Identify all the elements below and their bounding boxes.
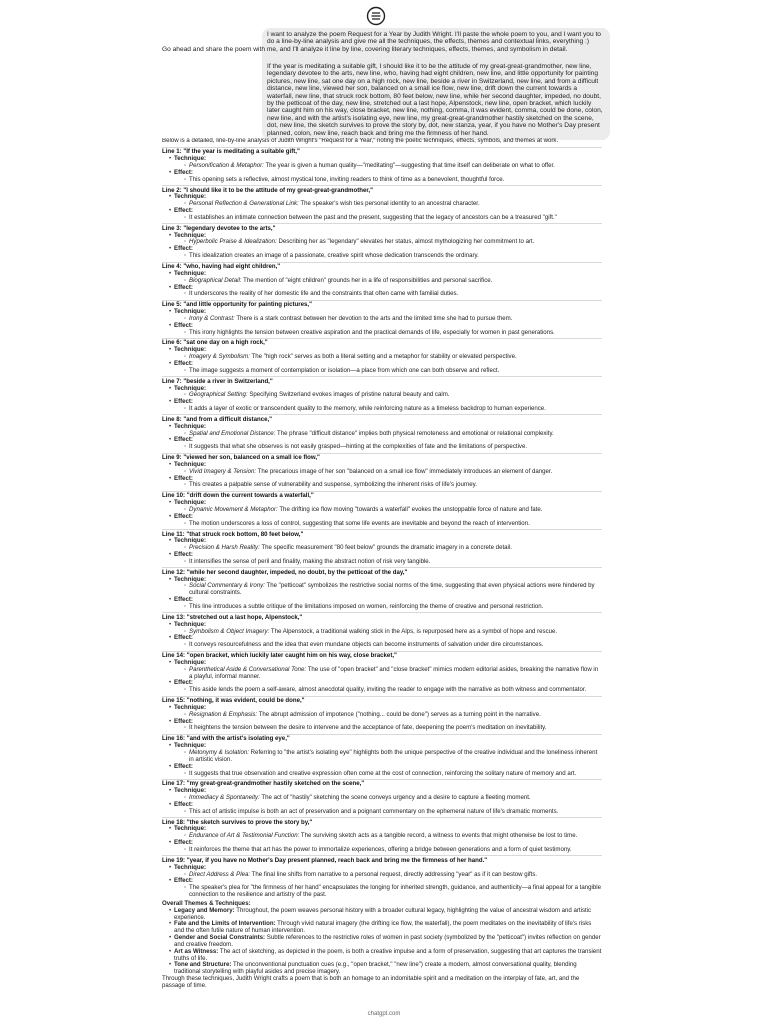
- technique-label: Technique:: [174, 384, 207, 392]
- technique-label: Technique:: [174, 269, 207, 277]
- technique-text: The "petticoat" symbolizes the restrictive social norms of the time, suggesting that even physical actions were hindered by cultural constraints.: [189, 582, 595, 597]
- line-details: [162, 660, 602, 694]
- line-analysis-item: [162, 779, 602, 816]
- effect-label: Effect:: [174, 474, 193, 482]
- effect-item: [169, 597, 602, 611]
- effect-text: This irony highlights the tension between creative aspiration and the practical demands of life, especially for women in past generations.: [189, 328, 555, 336]
- effect-item: [169, 208, 602, 222]
- themes-heading: Overall Themes & Techniques:: [162, 899, 251, 907]
- line-details: [162, 705, 602, 732]
- effect-item: [169, 170, 602, 184]
- line-details: [162, 538, 602, 565]
- effect-detail: [184, 253, 602, 260]
- technique-text: Specifying Switzerland evokes images of pristine natural beauty and calm.: [249, 391, 450, 399]
- effect-detail: [184, 330, 602, 337]
- theme-text: Subtle references to the restrictive roles of women in past society (symbolized by the "petticoat") invites reflection on gender and creative freedom.: [174, 934, 601, 948]
- technique-name: Symbolism & Object Imagery:: [189, 627, 270, 635]
- technique-label: Technique:: [174, 703, 207, 711]
- line-analysis-item: [162, 529, 602, 566]
- technique-label: Technique:: [174, 193, 207, 201]
- technique-name: Irony & Contrast:: [189, 314, 235, 322]
- line-details: [162, 865, 602, 899]
- technique-text: The use of "open bracket" and "close bracket" mimics modern editorial asides, breaking the narrative flow in a playful, informal manner.: [189, 665, 599, 680]
- effect-item: [169, 840, 602, 854]
- effect-detail: [184, 482, 602, 489]
- line-heading: Line 18: "the sketch survives to prove the story by,": [162, 818, 313, 826]
- technique-name: Dynamic Movement & Metaphor:: [189, 506, 278, 513]
- line-analysis-item: [162, 376, 602, 413]
- effect-text: It underscores the reality of her domestic life and the constraints that often came with familial duties.: [189, 290, 459, 298]
- effect-item: [169, 635, 602, 649]
- technique-item: [169, 347, 602, 361]
- technique-name: Parenthetical Aside & Conversational Tone:: [189, 665, 307, 673]
- technique-detail: [184, 545, 602, 552]
- effect-item: [169, 246, 602, 260]
- technique-label: Technique:: [174, 460, 207, 468]
- effect-label: Effect:: [174, 207, 193, 215]
- technique-detail: [184, 163, 602, 170]
- effect-detail: [184, 444, 602, 451]
- technique-name: Biographical Detail:: [189, 276, 242, 284]
- effect-text: This act of artistic impulse is both an act of preservation and a poignant commentary on the ephemeral nature of life's dramatic moments.: [189, 807, 559, 815]
- technique-text: Describing her as "legendary" elevates her status, almost mythologizing her commitment to art.: [278, 238, 535, 246]
- technique-item: [169, 424, 602, 438]
- technique-item: [169, 538, 602, 552]
- effect-detail: [184, 847, 602, 854]
- effect-text: The image suggests a moment of contemplation or isolation—a place from which one can both observe and reflect.: [189, 366, 500, 374]
- technique-detail: [184, 431, 602, 438]
- technique-name: Spatial and Emotional Distance:: [189, 429, 276, 437]
- effect-item: [169, 514, 602, 528]
- technique-label: Technique:: [174, 231, 207, 239]
- effect-item: [169, 399, 602, 413]
- effect-label: Effect:: [174, 283, 193, 291]
- effect-label: Effect:: [174, 321, 193, 329]
- effect-label: Effect:: [174, 800, 193, 808]
- technique-detail: [184, 354, 602, 361]
- theme-text: The act of sketching, as depicted in the poem, is both a creative impulse and a form of preservation, suggesting that art captures the transient truths of life.: [174, 947, 602, 962]
- line-details: [162, 788, 602, 815]
- technique-name: Personal Reflection & Generational Link:: [189, 200, 299, 208]
- effect-label: Effect:: [174, 512, 193, 520]
- technique-item: [169, 194, 602, 208]
- technique-detail: [184, 469, 602, 476]
- effect-item: [169, 802, 602, 816]
- line-details: [162, 156, 602, 183]
- technique-text: The precarious image of her son "balanced on a small ice flow" immediately introduces an element of danger.: [257, 467, 553, 475]
- technique-detail: [184, 392, 602, 399]
- effect-text: It conveys resourcefulness and the idea that even mundane objects can become instruments of salvation under dire circumstances.: [189, 641, 544, 649]
- technique-detail: [184, 795, 602, 802]
- technique-detail: [184, 750, 602, 764]
- effect-text: It reinforces the theme that art has the power to immortalize experiences, offering a bridge between generations and a form of quiet testimony.: [189, 845, 572, 853]
- technique-detail: [184, 833, 602, 840]
- line-details: [162, 347, 602, 374]
- line-heading: Line 19: "year, if you have no Mother's Day present planned, reach back and bring me the firmness of her hand.": [162, 856, 488, 864]
- technique-item: [169, 156, 602, 170]
- line-heading: Line 7: "beside a river in Switzerland,": [162, 377, 273, 385]
- effect-item: [169, 680, 602, 694]
- technique-label: Technique:: [174, 537, 207, 545]
- effect-text: This line introduces a subtle critique of the limitations imposed on women, reinforcing the theme of creative and personal restriction.: [189, 602, 544, 610]
- line-analysis-item: [162, 300, 602, 337]
- technique-label: Technique:: [174, 308, 207, 316]
- effect-label: Effect:: [174, 717, 193, 725]
- technique-detail: [184, 278, 602, 285]
- line-analysis-item: [162, 734, 602, 778]
- technique-text: The speaker's wish ties personal identity to an ancestral character.: [300, 200, 480, 208]
- effect-text: It suggests that true observation and creative expression often come at the cost of connection, reinforcing the solitary nature of memory and art.: [189, 769, 577, 777]
- theme-item: [169, 949, 602, 963]
- effect-label: Effect:: [174, 168, 193, 176]
- technique-item: [169, 577, 602, 598]
- effect-item: [169, 552, 602, 566]
- effect-text: The motion underscores a loss of control, suggesting that some life events are inevitable and beyond the reach of intervention.: [189, 519, 530, 527]
- line-analysis-item: [162, 491, 602, 528]
- effect-label: Effect:: [174, 634, 193, 642]
- effect-detail: [184, 215, 602, 222]
- effect-text: It establishes an intimate connection between the past and the present, suggesting that the legacy of ancestors can be a treasured "gift.": [189, 213, 557, 221]
- technique-name: Geographical Setting:: [189, 391, 248, 399]
- technique-label: Technique:: [174, 499, 207, 507]
- technique-detail: [184, 583, 602, 597]
- technique-name: Precision & Harsh Reality:: [189, 544, 260, 552]
- assistant-message-reply: Go ahead and share the poem with me, and I'll analyze it line by line, covering literary techniques, effects, themes, and symbolism in detail.: [162, 46, 568, 53]
- line-details: [162, 826, 602, 853]
- technique-item: [169, 271, 602, 285]
- line-analysis-item: [162, 147, 602, 184]
- line-heading: Line 1: "If the year is meditating a suitable gift,": [162, 148, 300, 156]
- line-analysis-item: [162, 223, 602, 260]
- line-analysis-item: [162, 567, 602, 611]
- line-analysis-item: [162, 262, 602, 299]
- technique-label: Technique:: [174, 787, 207, 795]
- effect-item: [169, 878, 602, 899]
- technique-text: The abrupt admission of impotence ("nothing... could be done") serves as a turning point in the narrative.: [258, 710, 541, 718]
- effect-label: Effect:: [174, 398, 193, 406]
- line-heading: Line 11: "that struck rock bottom, 80 feet below,": [162, 530, 304, 538]
- technique-text: The act of "hastily" sketching the scene conveys urgency and a desire to capture a fleeting moment.: [261, 794, 531, 802]
- line-heading: Line 6: "sat one day on a high rock,": [162, 339, 268, 347]
- technique-name: Endurance of Art & Testimonial Function:: [189, 832, 300, 840]
- line-analysis-list: [162, 147, 602, 899]
- technique-text: The phrase "difficult distance" implies both physical remoteness and emotional or relational complexity.: [276, 429, 554, 437]
- line-analysis-item: [162, 453, 602, 490]
- footer-domain: chatgpt.com: [367, 1011, 401, 1017]
- technique-item: [169, 705, 602, 719]
- theme-text: Throughout, the poem weaves personal history with a broader cultural legacy, highlighting the value of ancestral wisdom and artistic experience.: [174, 906, 592, 921]
- line-analysis-item: [162, 855, 602, 899]
- effect-item: [169, 476, 602, 490]
- technique-name: Imagery & Symbolism:: [189, 353, 250, 361]
- line-heading: Line 17: "my great-great-grandmother hastily sketched on the scene,": [162, 780, 365, 788]
- line-details: [162, 424, 602, 451]
- effect-item: [169, 437, 602, 451]
- technique-item: [169, 622, 602, 636]
- technique-label: Technique:: [174, 863, 207, 871]
- openai-logo-icon: [366, 6, 386, 26]
- analysis-intro: Below is a detailed, line-by-line analysis of Judith Wright's "Request for a Year," noting the poetic techniques, effects, symbols, and themes at work.: [162, 138, 559, 144]
- technique-name: Social Commentary & Irony:: [189, 582, 265, 590]
- line-heading: Line 13: "stretched out a last hope, Alpenstock,": [162, 613, 303, 621]
- theme-text: Through vivid natural imagery (the drifting ice flow, the waterfall), the poem meditates on the inevitability of life's risks and the often futile nature of human intervention.: [174, 920, 592, 935]
- effect-detail: [184, 406, 602, 413]
- line-details: [162, 462, 602, 489]
- effect-label: Effect:: [174, 551, 193, 559]
- technique-item: [169, 788, 602, 802]
- effect-label: Effect:: [174, 679, 193, 687]
- effect-label: Effect:: [174, 839, 193, 847]
- line-heading: Line 8: "and from a difficult distance,": [162, 415, 273, 423]
- technique-label: Technique:: [174, 620, 207, 628]
- effect-detail: [184, 687, 602, 694]
- technique-label: Technique:: [174, 155, 207, 163]
- effect-label: Effect:: [174, 359, 193, 367]
- technique-label: Technique:: [174, 575, 207, 583]
- line-heading: Line 3: "legendary devotee to the arts,": [162, 224, 276, 232]
- technique-item: [169, 462, 602, 476]
- technique-name: Resignation & Emphasis:: [189, 710, 258, 718]
- line-analysis-item: [162, 651, 602, 695]
- line-details: [162, 194, 602, 221]
- technique-detail: [184, 872, 602, 879]
- line-details: [162, 622, 602, 649]
- technique-detail: [184, 667, 602, 681]
- effect-text: It heightens the tension between the desire to intervene and the acceptance of fate, deepening the poem's meditation on inevitability.: [189, 724, 547, 732]
- line-details: [162, 500, 602, 527]
- effect-detail: [184, 885, 602, 899]
- theme-item: [169, 908, 602, 922]
- technique-item: [169, 865, 602, 879]
- theme-item: [169, 962, 602, 976]
- themes-list: [162, 908, 602, 976]
- line-details: [162, 233, 602, 260]
- technique-label: Technique:: [174, 658, 207, 666]
- effect-label: Effect:: [174, 436, 193, 444]
- line-analysis-item: [162, 817, 602, 854]
- theme-name: Tone and Structure:: [174, 961, 232, 969]
- technique-text: The Alpenstock, a traditional walking stick in the Alps, is repurposed here as a symbol of hope and rescue.: [270, 627, 558, 635]
- technique-detail: [184, 629, 602, 636]
- effect-item: [169, 323, 602, 337]
- technique-name: Vivid Imagery & Tension:: [189, 467, 257, 475]
- effect-item: [169, 719, 602, 733]
- effect-text: It intensifies the sense of peril and finality, making the abstract notion of risk very tangible.: [189, 557, 431, 565]
- line-analysis-item: [162, 338, 602, 375]
- technique-item: [169, 660, 602, 681]
- technique-label: Technique:: [174, 825, 207, 833]
- technique-item: [169, 826, 602, 840]
- technique-name: Metonymy & Isolation:: [189, 749, 249, 756]
- line-analysis-item: [162, 612, 602, 649]
- effect-detail: [184, 291, 602, 298]
- line-heading: Line 10: "drift down the current towards a waterfall,": [162, 492, 314, 500]
- line-heading: Line 12: "while her second daughter, impeded, no doubt, by the petticoat of the day,": [162, 568, 408, 576]
- technique-name: Hyperbolic Praise & Idealization:: [189, 238, 277, 246]
- line-details: [162, 309, 602, 336]
- line-heading: Line 5: "and little opportunity for painting pictures,": [162, 301, 312, 309]
- technique-text: The "high rock" serves as both a literal setting and a metaphor for stability or elevated perspective.: [251, 353, 517, 361]
- technique-detail: [184, 201, 602, 208]
- line-details: [162, 271, 602, 298]
- technique-text: The mention of "eight children" grounds her in a life of responsibilities and personal sacrifice.: [243, 276, 493, 284]
- theme-name: Legacy and Memory:: [174, 906, 235, 914]
- theme-item: [169, 921, 602, 935]
- technique-label: Technique:: [174, 346, 207, 354]
- effect-detail: [184, 368, 602, 375]
- effect-text: This idealization creates an image of a passionate, creative spirit whose dedication transcends the ordinary.: [189, 252, 479, 260]
- line-analysis-item: [162, 696, 602, 733]
- effect-label: Effect:: [174, 596, 193, 604]
- theme-item: [169, 935, 602, 949]
- effect-detail: [184, 177, 602, 184]
- technique-item: [169, 386, 602, 400]
- technique-name: Personification & Metaphor:: [189, 162, 264, 170]
- effect-label: Effect:: [174, 762, 193, 770]
- theme-name: Gender and Social Constraints:: [174, 934, 266, 942]
- technique-text: There is a stark contrast between her devotion to the arts and the limited time she had to pursue them.: [236, 314, 513, 322]
- technique-text: The drifting ice flow moving "towards a waterfall" evokes the unstoppable force of nature and fate.: [279, 506, 543, 513]
- theme-name: Fate and the Limits of Intervention:: [174, 920, 276, 928]
- line-details: [162, 743, 602, 777]
- assistant-analysis: [162, 138, 602, 996]
- effect-item: [169, 285, 602, 299]
- technique-detail: [184, 239, 602, 246]
- line-heading: Line 14: "open bracket, which luckily later caught him on his way, close bracket,": [162, 652, 397, 660]
- technique-label: Technique:: [174, 742, 207, 750]
- closing-paragraph: Through these techniques, Judith Wright crafts a poem that is both an homage to an indomitable spirit and a meditation on the interplay of fate, art, and the passage of time.: [162, 975, 580, 989]
- technique-detail: [184, 712, 602, 719]
- effect-item: [169, 764, 602, 778]
- effect-text: The speaker's plea for "the firmness of her hand" encapsulates the longing for inherited strength, guidance, and authenticity—a final appeal for a tangible connection to the resilience and artistry of the past.: [189, 884, 601, 899]
- technique-item: [169, 743, 602, 764]
- effect-label: Effect:: [174, 245, 193, 253]
- line-heading: Line 16: "and with the artist's isolating eye,": [162, 735, 290, 743]
- line-analysis-item: [162, 414, 602, 451]
- effect-text: This aside lends the poem a self-aware, almost anecdotal quality, inviting the reader to engage with the narrative as both witness and commentator.: [189, 686, 587, 694]
- technique-text: The final line shifts from narrative to a personal request, directly addressing "year" as if it can bestow gifts.: [251, 870, 538, 878]
- effect-text: This opening sets a reflective, almost mystical tone, inviting readers to think of time as a benevolent, thoughtful force.: [189, 175, 505, 183]
- theme-text: The unconventional punctuation cues (e.g., "open bracket," "new line") create a modern, almost conversational quality, blending traditional storytelling with playful asides and precise imagery.: [174, 961, 577, 976]
- effect-detail: [184, 521, 602, 528]
- theme-name: Art as Witness:: [174, 947, 219, 955]
- line-heading: Line 9: "viewed her son, balanced on a small ice flow,": [162, 454, 320, 462]
- technique-name: Direct Address & Plea:: [189, 870, 251, 878]
- technique-text: The specific measurement "80 feet below" grounds the dramatic imagery in a concrete detail.: [261, 544, 512, 552]
- effect-detail: [184, 559, 602, 566]
- line-analysis-item: [162, 185, 602, 222]
- technique-text: The year is given a human quality—"meditating"—suggesting that time itself can deliberate on what to offer.: [265, 162, 555, 170]
- line-details: [162, 386, 602, 413]
- effect-detail: [184, 725, 602, 732]
- technique-detail: [184, 507, 602, 514]
- effect-detail: [184, 604, 602, 611]
- line-heading: Line 4: "who, having had eight children,": [162, 263, 281, 270]
- line-heading: Line 2: "I should like it to be the attitude of my great-great-grandmother,": [162, 186, 373, 194]
- effect-detail: [184, 771, 602, 778]
- technique-label: Technique:: [174, 422, 207, 430]
- user-message-poem: If the year is meditating a suitable gift, I should like it to be the attitude of my great-great-grandmother, new line, legendary devotee to the arts, new line, who, having had eight children, new line, and little opportunity for painting pictures, new line, sat one day on a high rock, new line, beside a river in Switzerland, new line, and from a difficult distance, new line, viewed her son, balanced on a small ice flow, new line, drift down the current towards a waterfall, new line, that struck rock bottom, 80 feet below, new line, while her second daughter, impeded, no doubt, by the petticoat of the day, new line, stretched out a last hope, Alpenstock, new line, open bracket, which luckily later caught him on his way, close bracket, new line, nothing, comma, it was evident, comma, could be done, colon, new line, and with the artist's isolating eye, new line, my great-great-grandmother hastily sketched on the scene, dot, new line, the sketch survives to prove the story by, dot, new stanza, year, if you have no Mother's Day present planned, colon, new line, reach back and bring me the firmness of her hand.: [262, 60, 610, 140]
- effect-text: It suggests that what she observes is not easily grasped—hinting at the complexities of fate and the limitations of perspective.: [189, 443, 528, 451]
- technique-text: The surviving sketch acts as a tangible record, a witness to events that might otherwise be lost to time.: [300, 832, 578, 840]
- effect-text: It adds a layer of exotic or transcendent quality to the memory, while reinforcing nature as a timeless backdrop to human experience.: [189, 405, 546, 413]
- line-heading: Line 15: "nothing, it was evident, could be done,": [162, 697, 305, 705]
- technique-item: [169, 309, 602, 323]
- technique-detail: [184, 316, 602, 323]
- technique-item: [169, 500, 602, 514]
- effect-label: Effect:: [174, 877, 193, 885]
- effect-item: [169, 361, 602, 375]
- user-message-request: I want to analyze the poem Request for a Year by Judith Wright. I'll paste the whole poem to you, and I want you to do a line-by-line analysis and give me all the techniques, the effects, themes and contextual links, everything :): [262, 28, 610, 74]
- technique-text: Referring to "the artist's isolating eye" highlights both the unique perspective of the creative individual and the loneliness inherent in artistic vision.: [189, 749, 598, 763]
- effect-text: This creates a palpable sense of vulnerability and suspense, symbolizing the inherent risks of life's journey.: [189, 481, 477, 489]
- effect-detail: [184, 809, 602, 816]
- technique-name: Immediacy & Spontaneity:: [189, 794, 260, 802]
- line-details: [162, 577, 602, 611]
- technique-item: [169, 233, 602, 247]
- effect-detail: [184, 642, 602, 649]
